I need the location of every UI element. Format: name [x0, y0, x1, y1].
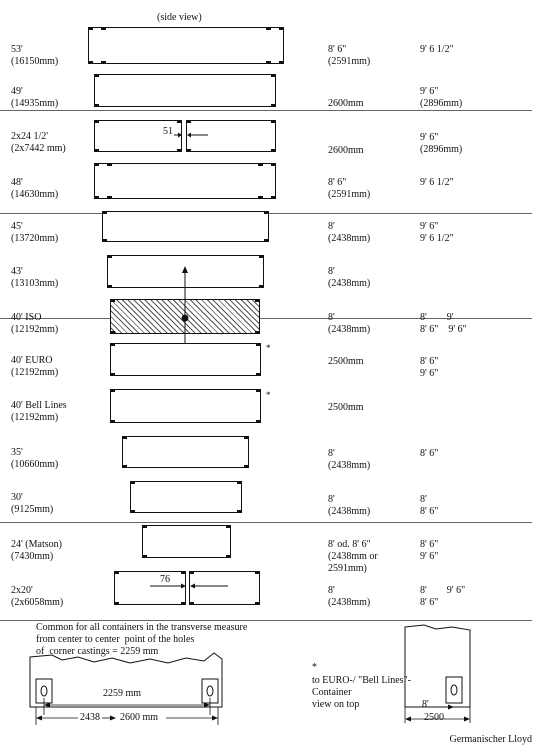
- container-height: 8' 6" 9' 6": [420, 356, 439, 379]
- container-width: 2500mm: [328, 402, 364, 413]
- container-width: 8' (2438mm): [328, 312, 371, 335]
- container-length-label: 40' ISO: [11, 312, 42, 323]
- container-length-mm: (16150mm): [11, 56, 59, 67]
- dimension-8ft: 8': [422, 699, 429, 710]
- container-length-mm: (13103mm): [11, 278, 59, 289]
- transverse-measure-note: Common for all containers in the transverse measure from center to center point of the holes of corner castings = 2259 mm: [36, 622, 248, 657]
- container-height: 8' 8' 6": [420, 494, 439, 517]
- container-53ft-side-view: [88, 27, 284, 64]
- divider: [0, 110, 532, 111]
- container-length-label: 2x24 1/2': [11, 131, 49, 142]
- dimension-2500: 2500: [424, 712, 444, 723]
- container-height: 8' 9' 8' 6" 9' 6": [420, 312, 467, 335]
- container-length-mm: (12192mm): [11, 324, 59, 335]
- container-length-mm: (12192mm): [11, 367, 59, 378]
- gap-dimension: 51: [163, 126, 173, 137]
- container-length-mm: (7430mm): [11, 551, 54, 562]
- container-length-mm: (14630mm): [11, 189, 59, 200]
- container-width: 8' (2438mm): [328, 266, 371, 289]
- container-40ft-bell-lines-side-view: [110, 389, 261, 423]
- container-length-label: 48': [11, 177, 23, 188]
- footnote-marker: *: [266, 390, 271, 400]
- container-width: 8' (2438mm): [328, 221, 371, 244]
- container-width: 2600mm: [328, 145, 364, 156]
- container-width: 2600mm: [328, 98, 364, 109]
- container-24ft-matson-side-view: [142, 525, 231, 558]
- publisher-credit: Germanischer Lloyd: [449, 734, 532, 745]
- container-length-label: 40' EURO: [11, 355, 53, 366]
- container-length-label: 53': [11, 44, 23, 55]
- container-height: 8' 9' 6" 8' 6": [420, 585, 466, 608]
- container-length-label: 45': [11, 221, 23, 232]
- dimension-2438: 2438: [80, 712, 100, 723]
- container-width: 8' 6" (2591mm): [328, 44, 371, 67]
- container-width: 2500mm: [328, 356, 364, 367]
- gap-arrows: [150, 580, 230, 592]
- container-width: 8' (2438mm): [328, 494, 371, 517]
- container-length-mm: (2x7442 mm): [11, 143, 66, 154]
- container-length-label: 35': [11, 447, 23, 458]
- container-width: 8' 6" (2591mm): [328, 177, 371, 200]
- container-49ft-side-view: [94, 74, 276, 107]
- container-height: 9' 6 1/2": [420, 177, 454, 188]
- container-length-mm: (10660mm): [11, 459, 59, 470]
- container-length-mm: (12192mm): [11, 412, 59, 423]
- container-height: 8' 6": [420, 448, 439, 459]
- container-40ft-euro-side-view: [110, 343, 261, 376]
- dimension-2600: 2600 mm: [120, 712, 159, 723]
- container-length-label: 43': [11, 266, 23, 277]
- dimension-2259: 2259 mm: [103, 688, 142, 699]
- container-length-mm: (9125mm): [11, 504, 54, 515]
- container-width: 8' (2438mm): [328, 448, 371, 471]
- container-length-label: 49': [11, 86, 23, 97]
- container-length-label: 2x20': [11, 585, 33, 596]
- container-height: 9' 6" (2896mm): [420, 86, 463, 109]
- container-35ft-side-view: [122, 436, 249, 468]
- gap-dimension: 76: [160, 574, 170, 585]
- container-width: 8' (2438mm): [328, 585, 371, 608]
- container-length-label: 30': [11, 492, 23, 503]
- side-view-heading: (side view): [157, 12, 202, 23]
- divider: [0, 522, 532, 523]
- container-48ft-side-view: [94, 163, 276, 199]
- container-height: 9' 6" 9' 6 1/2": [420, 221, 454, 244]
- container-length-mm: (13720mm): [11, 233, 59, 244]
- container-45ft-side-view: [102, 211, 269, 242]
- euro-footnote-marker: *: [312, 662, 317, 673]
- euro-bell-lines-note: to EURO-/ "Bell Lines"- Container view on top: [312, 675, 411, 710]
- container-length-label: 40' Bell Lines: [11, 400, 67, 411]
- container-height: 9' 6 1/2": [420, 44, 454, 55]
- gap-arrows: [174, 128, 210, 142]
- container-length-label: 24' (Matson): [11, 539, 62, 550]
- footnote-marker: *: [266, 343, 271, 353]
- container-height: 9' 6" (2896mm): [420, 132, 463, 155]
- container-width: 8' od. 8' 6" (2438mm or 2591mm): [328, 539, 378, 574]
- container-length-mm: (14935mm): [11, 98, 59, 109]
- container-height: 8' 6" 9' 6": [420, 539, 439, 562]
- container-30ft-side-view: [130, 481, 242, 513]
- container-length-mm: (2x6058mm): [11, 597, 64, 608]
